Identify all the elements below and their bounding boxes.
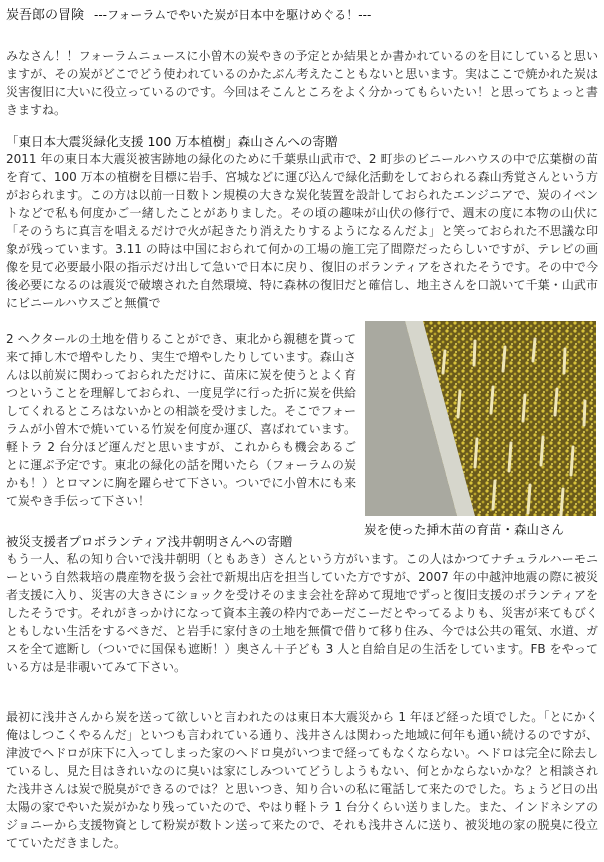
seedling-nursery-photo [365, 321, 596, 516]
section1-paragraph: 2011 年の東日本大震災被害跡地の緑化のために千葉県山武市で、2 町歩のビニールハウスの中で広葉樹の苗を育て、100 万本の植樹を目標に岩手、宮城などに運び込んで緑化活動をしておられる森山秀覚さんという方がおられます。この方は以前一日数トン規模の大きな炭化装置を設計しておられたエンジニアで、炭のイベントなどで私も何度かご一緒したことがありました。その頃の趣味が山伏の修行で、週末の度に本物の山伏に「そのうちに真言を唱えるだけで火が起きたり消えたりするようになるんだよ」と笑っておられた不思議な印象が残っています。3.11 の時は中国におられて何かの工場の施工完了間際だったらしいですが、テレビの画像を見て必要最小限の指示だけ出して急いで日本に戻り、復旧のボランティアをされたそうです。その中で今後必要になるのは震災で破壊された自然環境、特に森林の復旧だと確信し、地主さんを口説いて千葉・山武市にビニールハウスごと無償で [6, 152, 598, 310]
seedling-photo-illustration [365, 321, 596, 516]
article-title [6, 6, 371, 25]
photo-caption: 炭を使った挿木苗の育苗・森山さん [364, 522, 565, 537]
title-main: 炭吾郎の冒険 [6, 8, 85, 23]
section1-heading: 「東日本大震災緑化支援 100 万本植樹」森山さんへの寄贈 [6, 134, 338, 149]
title-subtitle: ---フォーラムでやいた炭が日本中を駆けめぐる！--- [94, 8, 372, 22]
intro-paragraph: みなさん！！フォーラムニュースに小曽木の炭やきの予定とか結果とか書かれているのを目にしていると思いますが、その炭がどこでどう使われているのかたぶん考えたこともないと思います。実はここで焼かれた炭は災害復旧に大いに役立っているのです。今回はそこんところをよく分かってもらいたい！と思ってちょっと書きますね。 [6, 49, 598, 117]
section2-heading: 被災支援者プロボランティア浅井朝明さんへの寄贈 [6, 534, 293, 549]
section2-paragraph-1: もう一人、私の知り合いで浅井朝明（ともあき）さんという方がいます。この人はかつてナチュラルハーモニーという自然栽培の農産物を扱う会社で新規出店を担当していた方ですが、2007 年の中越沖地震の際に被災者支援に入り、災害の大きさにショックを受けそのまま会社を辞めて現地でずっと復旧支援のボランティアをしたそうです。それがきっかけになって資本主義の枠内であーだこーだとやってるよりも、災害が来てもびくともしない生活をするべきだ、と岩手に家付きの土地を無償で借りて移り住み、今では公共の電気、水道、ガスを全て遮断し（ついでに国保も遮断！）奥さん＋子ども 3 人と自給自足の生活をしています。FB をやっている方は是非覗いてみて下さい。 [6, 552, 598, 674]
section2-paragraph-2: 最初に浅井さんから炭を送って欲しいと言われたのは東日本大震災から 1 年ほど経った頃でした。「とにかく俺はしつこくやるんだ」といつも言われている通り、浅井さんは関わった地域に何年も通い続けるのですが、津波でヘドロが床下に入ってしまった家のヘドロ臭がいつまで経ってもなくならない。ヘドロは完全に除去しているし、見た目はきれいなのに臭いは家にしみついてどうしようもない、何とかならないかな？と相談された浅井さんは炭で脱臭ができるのでは？と思いつき、知り合いの私に電話して来たのでした。ちょうど日の出太陽の家でやいた炭がかなり残っていたので、やはり軽トラ 1 台分くらい送りました。また、インドネシアのジョニーから支援物資として粉炭が数トン送って来たので、それも浅井さんに送り、被災地の家の脱臭に役立てていただきました。 [6, 710, 598, 850]
section1-paragraph-continued: 2 ヘクタールの土地を借りることができ、東北から親穂を貰って来て挿し木で増やしたり、実生で増やしたりしています。森山さんは以前炭に関わっておられただけに、苗床に炭を使うとよく育つということを理解しておられ、一度見学に行った折に炭を供給してくれるところはないかとの相談を受けました。そこでフォーラムが小曽木で焼いている竹炭を何度か運び、喜ばれています。軽トラ 2 台分ほど運んだと思いますが、これからも機会あるごとに運ぶ予定です。東北の緑化の話を聞いたら（フォーラムの炭かも！）とロマンに胸を躍らせて下さい。ついでに小曽木にも来て炭やき手伝って下さい！ [6, 332, 356, 508]
